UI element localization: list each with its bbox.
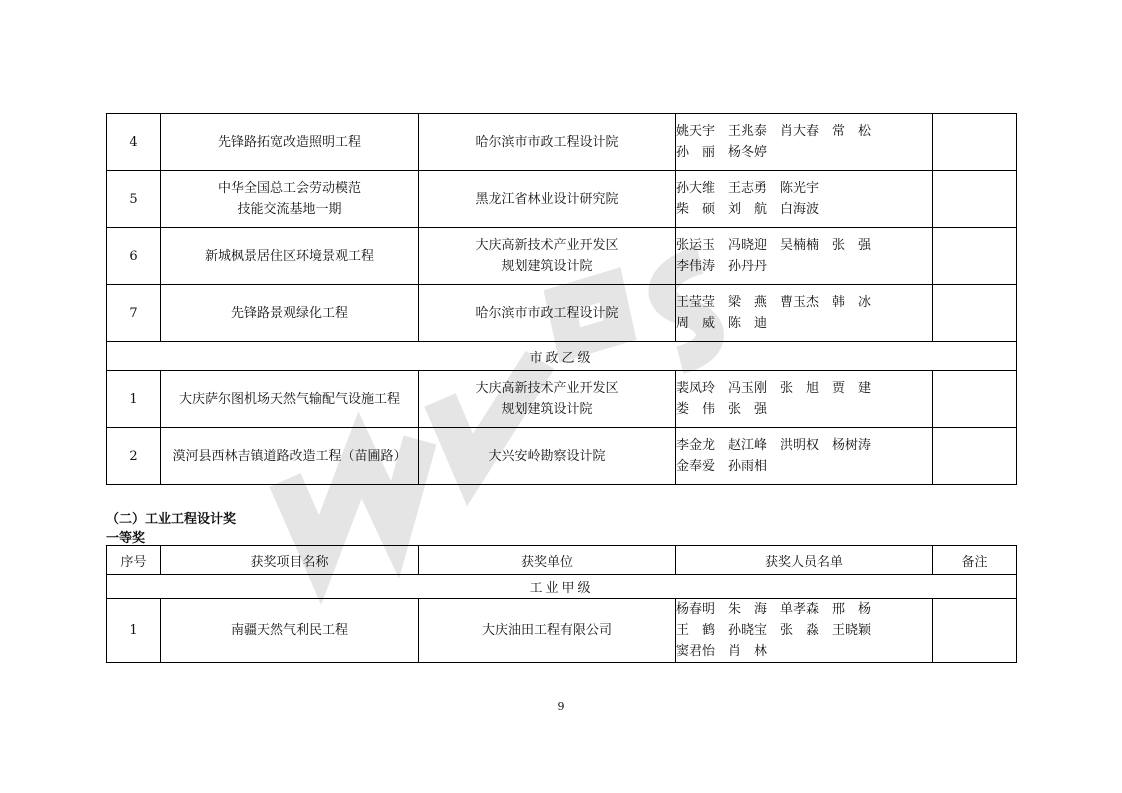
people-list [676,371,933,428]
text-line: 大庆高新技术产业开发区 [475,381,619,396]
text-line: 大庆油田工程有限公司 [481,623,612,638]
text-line: 孙大维 王志勇 陈光宇 [676,181,820,196]
text-line: 新城枫景居住区环境景观工程 [204,248,374,264]
text-line: 李伟涛 孙丹丹 [676,259,768,274]
people-list [676,285,933,342]
text-line: 大庆萨尔图机场天然气输配气设施工程 [178,391,400,407]
row-number: 1 [107,371,161,428]
project-name [161,228,419,285]
row-number: 1 [107,599,161,663]
text-line: 李金龙 赵江峰 洪明权 杨树涛 [676,438,872,453]
header-no: 序号 [107,546,161,575]
text-line: 姚天宇 王兆泰 肖大春 常 松 [676,124,872,139]
awards-table-industrial [106,545,1017,663]
award-unit [419,171,676,228]
text-line: 漠河县西林吉镇道路改造工程（苗圃路） [172,448,407,464]
text-line: 窦君怡 肖 林 [676,644,768,659]
note-cell [933,114,1017,171]
section-heading-industrial: （二）工业工程设计奖 [106,512,237,527]
award-unit [419,114,676,171]
award-unit [419,228,676,285]
header-project: 获奖项目名称 [161,546,419,575]
section-row [107,342,1017,371]
project-name [161,599,419,663]
text-line: 技能交流基地一期 [237,202,342,217]
award-unit [419,371,676,428]
text-line: 娄 伟 张 强 [676,402,768,417]
row-number: 4 [107,114,161,171]
section-row [107,575,1017,599]
note-cell [933,171,1017,228]
section-label: 市政乙级 [107,342,1017,371]
note-cell [933,428,1017,485]
note-cell [933,371,1017,428]
text-line: 大庆高新技术产业开发区 [475,238,619,253]
text-line: 张运玉 冯晓迎 吴楠楠 张 强 [676,238,872,253]
header-unit: 获奖单位 [419,546,676,575]
text-line: 中华全国总工会劳动模范 [217,181,361,196]
project-name [161,428,419,485]
table-row [107,428,1017,485]
table-row [107,171,1017,228]
header-people: 获奖人员名单 [676,546,933,575]
table-row [107,371,1017,428]
people-list [676,599,933,663]
text-line: 先锋路景观绿化工程 [230,305,348,321]
text-line: 南疆天然气利民工程 [230,623,348,638]
award-unit [419,428,676,485]
people-list [676,171,933,228]
note-cell [933,285,1017,342]
people-list [676,228,933,285]
project-name [161,114,419,171]
text-line: 王 鹤 孙晓宝 张 淼 王晓颖 [676,623,872,638]
award-unit [419,285,676,342]
people-list [676,428,933,485]
project-name [161,285,419,342]
text-line: 孙 丽 杨冬婷 [676,145,768,160]
award-level-heading: 一等奖 [106,531,146,546]
row-number: 2 [107,428,161,485]
text-line: 大兴安岭勘察设计院 [488,448,606,464]
text-line: 柴 硕 刘 航 白海波 [676,202,820,217]
people-list [676,114,933,171]
table-row [107,599,1017,663]
text-line: 金奉爱 孙雨相 [676,459,768,474]
table-row [107,285,1017,342]
text-line: 裴凤玲 冯玉刚 张 旭 贾 建 [676,381,872,396]
header-note: 备注 [933,546,1017,575]
row-number: 6 [107,228,161,285]
section-label: 工业甲级 [107,575,1017,599]
project-name [161,171,419,228]
text-line: 黑龙江省林业设计研究院 [475,191,619,207]
note-cell [933,599,1017,663]
text-line: 规划建筑设计院 [501,402,593,417]
project-name [161,371,419,428]
text-line: 规划建筑设计院 [501,259,593,274]
row-number: 7 [107,285,161,342]
page-number: 9 [557,700,565,713]
text-line: 先锋路拓宽改造照明工程 [217,134,361,150]
row-number: 5 [107,171,161,228]
award-unit [419,599,676,663]
table-row [107,114,1017,171]
text-line: 周 威 陈 迪 [676,316,768,331]
text-line: 杨春明 朱 海 单孝森 邢 杨 [676,602,872,617]
table-header-row [107,546,1017,575]
awards-table-municipal [106,113,1017,485]
text-line: 哈尔滨市市政工程设计院 [475,305,619,321]
text-line: 哈尔滨市市政工程设计院 [475,134,619,150]
note-cell [933,228,1017,285]
text-line: 王莹莹 梁 燕 曹玉杰 韩 冰 [676,295,872,310]
table-row [107,228,1017,285]
